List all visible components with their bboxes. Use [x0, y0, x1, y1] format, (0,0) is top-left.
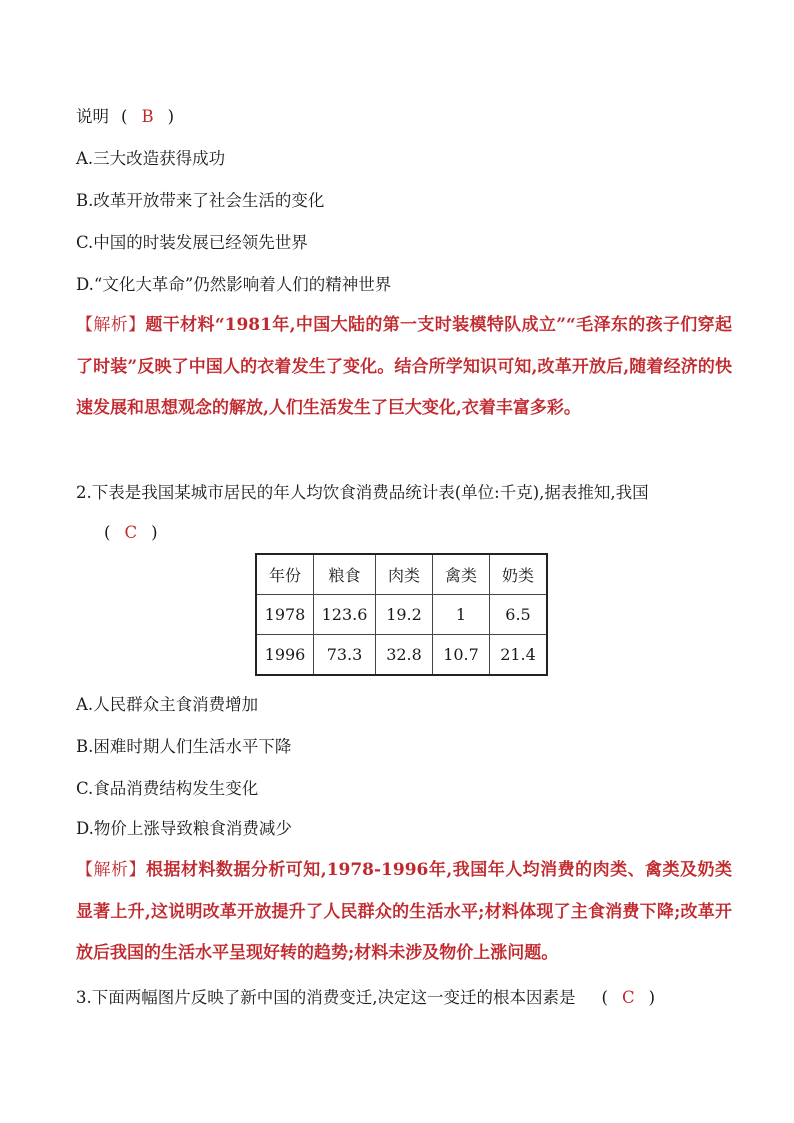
q1-analysis: [76, 305, 732, 430]
q2-answer-line: [104, 522, 158, 544]
q2-paren-open: (: [104, 523, 111, 542]
q2-option-d: D.物价上涨导致粮食消费减少: [76, 819, 292, 838]
table-header-cell: 奶类: [490, 554, 548, 595]
q1-answer: B: [141, 107, 154, 126]
q1-analysis-tag: 【解析】: [76, 315, 146, 335]
q3-stem-line: [76, 987, 655, 1009]
q2-answer: C: [124, 523, 138, 542]
table-cell: 73.3: [314, 635, 376, 676]
q1-option-a: A.三大改造获得成功: [76, 149, 226, 168]
q1-analysis-text: 题干材料“1981年,中国大陆的第一支时装模特队成立”“毛泽东的孩子们穿起了时装”反映了中国人的衣着发生了变化。结合所学知识可知,改革开放后,随着经济的快速发展和思想观念的解放,人们生活发生了巨大变化,衣着丰富多彩。: [76, 315, 732, 418]
q2-option-b: B.困难时期人们生活水平下降: [76, 737, 292, 756]
q2-option-a: A.人民群众主食消费增加: [76, 695, 259, 714]
table-cell: 10.7: [433, 635, 490, 676]
q2-paren-close: ): [151, 523, 158, 542]
consumption-table: [255, 553, 548, 676]
q3-paren-open: (: [601, 988, 608, 1007]
q3-answer: C: [621, 988, 635, 1007]
table-cell: 21.4: [490, 635, 548, 676]
table-cell: 1978: [256, 595, 314, 635]
table-cell: 19.2: [376, 595, 433, 635]
q1-stem-tail: 说明: [76, 107, 109, 126]
q1-paren-open: (: [121, 107, 128, 126]
q2-option-c: C.食品消费结构发生变化: [76, 779, 259, 798]
table-cell: 123.6: [314, 595, 376, 635]
table-cell: 1996: [256, 635, 314, 676]
table-cell: 1: [433, 595, 490, 635]
table-header-row: [256, 554, 547, 595]
table-row: [256, 595, 547, 635]
table-header-cell: 肉类: [376, 554, 433, 595]
q2-stem: 2.下表是我国某城市居民的年人均饮食消费品统计表(单位:千克),据表推知,我国: [76, 483, 649, 502]
q2-analysis: [76, 850, 732, 975]
q1-option-c: C.中国的时装发展已经领先世界: [76, 233, 308, 252]
table-header-cell: 粮食: [314, 554, 376, 595]
q1-option-b: B.改革开放带来了社会生活的变化: [76, 191, 325, 210]
q1-stem-line: [76, 106, 174, 128]
table-row: [256, 635, 547, 676]
table-header-cell: 禽类: [433, 554, 490, 595]
table-header-cell: 年份: [256, 554, 314, 595]
table-cell: 32.8: [376, 635, 433, 676]
q1-option-d: D.“文化大革命”仍然影响着人们的精神世界: [76, 275, 392, 294]
q1-paren-close: ): [167, 107, 175, 126]
q3-paren-close: ): [648, 988, 655, 1007]
table-cell: 6.5: [490, 595, 548, 635]
q2-analysis-tag: 【解析】: [76, 860, 146, 880]
q2-analysis-text: 根据材料数据分析可知,1978-1996年,我国年人均消费的肉类、禽类及奶类显著上升,这说明改革开放提升了人民群众的生活水平;材料体现了主食消费下降;改革开放后我国的生活水平呈现好转的趋势;材料未涉及物价上涨问题。: [76, 860, 732, 963]
q3-stem: 3.下面两幅图片反映了新中国的消费变迁,决定这一变迁的根本因素是: [76, 988, 576, 1007]
